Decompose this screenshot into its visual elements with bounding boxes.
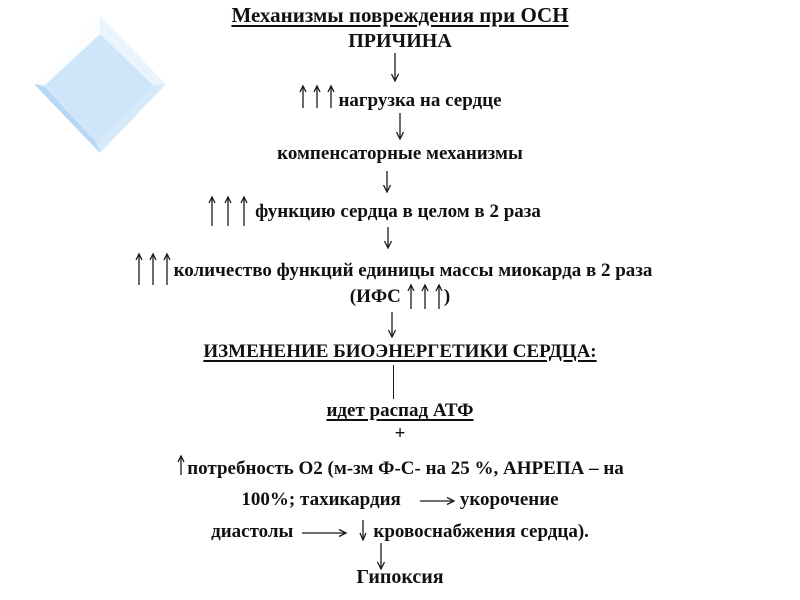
down-arrow-icon bbox=[358, 519, 368, 541]
up-arrow-icon bbox=[312, 84, 322, 109]
down-arrow-icon bbox=[386, 311, 398, 338]
right-arrow-icon bbox=[419, 494, 457, 506]
flow-row-plus bbox=[0, 421, 800, 446]
flow-row-atp bbox=[0, 398, 800, 423]
triple-up-arrows bbox=[207, 195, 249, 227]
load-text: нагрузка на сердце bbox=[338, 90, 502, 111]
slide-title bbox=[0, 3, 800, 28]
triple-up-arrows bbox=[298, 84, 336, 109]
down-arrow-icon bbox=[381, 170, 393, 193]
ifs-open-text: (ИФС bbox=[349, 286, 401, 307]
flow-row-whole-function bbox=[0, 195, 774, 227]
down-arrow-icon bbox=[394, 112, 406, 140]
o2-line2-right-text: укорочение bbox=[459, 489, 559, 510]
unit-function-text: количество функций единицы массы миокарда в 2 раза bbox=[173, 260, 653, 281]
o2-line3-left-text: диастолы bbox=[211, 521, 294, 542]
o2-line1-text: потребность О2 (м-зм Ф-С- на 25 %, АНРЕПА – на bbox=[187, 458, 624, 479]
cause-text: ПРИЧИНА bbox=[348, 30, 452, 52]
whole-function-text: функцию сердца в целом в 2 раза bbox=[255, 201, 541, 222]
triple-up-arrows bbox=[134, 252, 172, 286]
bioenergetics-heading-text: ИЗМЕНЕНИЕ БИОЭНЕРГЕТИКИ СЕРДЦА: bbox=[203, 341, 597, 362]
flow-row-o2-line1 bbox=[0, 454, 800, 481]
up-arrow-icon bbox=[148, 252, 158, 286]
up-arrow-icon bbox=[207, 195, 217, 227]
flow-row-o2-line2 bbox=[0, 487, 800, 512]
flow-row-o2-line3 bbox=[0, 519, 800, 544]
slide-title-text: Механизмы повреждения при ОСН bbox=[231, 3, 569, 27]
triple-up-arrows bbox=[406, 283, 444, 310]
o2-line2-left-text: 100%; тахикардия bbox=[241, 489, 401, 510]
up-arrow-icon bbox=[162, 252, 172, 286]
up-arrow-icon bbox=[239, 195, 249, 227]
down-arrow-icon bbox=[382, 226, 394, 249]
up-arrow-icon bbox=[326, 84, 336, 109]
flow-row-compensatory bbox=[0, 141, 800, 166]
o2-line3-right-text: кровоснабжения сердца). bbox=[373, 521, 589, 542]
down-arrow-icon bbox=[389, 52, 401, 82]
compensatory-text: компенсаторные механизмы bbox=[277, 143, 523, 164]
up-arrow-icon bbox=[134, 252, 144, 286]
ifs-close-text: ) bbox=[443, 286, 451, 307]
up-arrow-icon bbox=[298, 84, 308, 109]
flow-row-hypoxia bbox=[0, 565, 800, 590]
up-arrow-icon bbox=[223, 195, 233, 227]
connector-line bbox=[393, 365, 394, 399]
hypoxia-text: Гипоксия bbox=[356, 566, 444, 588]
flow-row-load bbox=[0, 84, 800, 113]
flow-row-ifs bbox=[0, 283, 800, 310]
flow-row-bioenergetics bbox=[0, 339, 800, 364]
up-arrow-icon bbox=[434, 283, 444, 310]
atp-breakdown-text: идет распад АТФ bbox=[326, 400, 474, 421]
up-arrow-icon bbox=[176, 454, 186, 476]
right-arrow-icon bbox=[301, 526, 349, 538]
plus-text: + bbox=[394, 423, 406, 444]
up-arrow-icon bbox=[406, 283, 416, 310]
up-arrow-icon bbox=[420, 283, 430, 310]
flow-row-cause bbox=[0, 29, 800, 54]
flow-row-unit-function bbox=[0, 252, 793, 286]
